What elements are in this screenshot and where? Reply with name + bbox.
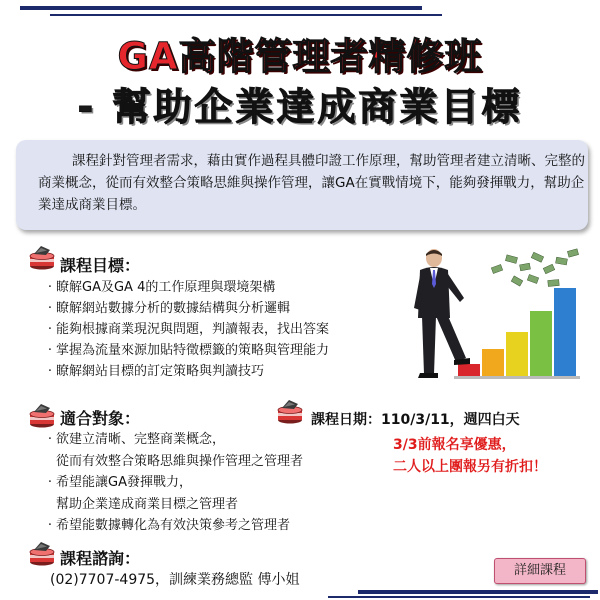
promo-early-bird: 3/3前報名享優惠， [393,437,516,453]
contact-phone: (02)7707-4975，訓練業務總監 傅小姐 [50,572,300,588]
list-item: 幫助企業達成商業目標之管理者 [56,496,239,512]
page-title: GA高階管理者精修班 [117,35,483,78]
red-drum-icon [28,540,56,566]
list-item: · 希望能數據轉化為有效決策參考之管理者 [47,518,291,533]
top-rule-thin [50,14,442,16]
red-drum-icon [276,398,304,424]
bottom-rule-thin [328,596,590,598]
list-item: 從而有效整合策略思維與操作管理之管理者 [56,453,304,469]
list-item: · 瞭解網站數據分析的數據結構與分析邏輯 [47,301,291,316]
businessman-climbing-bar-chart-illustration [408,246,594,382]
course-date: 課程日期：110/3/11，週四白天 [311,412,520,428]
audience-list [44,429,303,537]
list-item: · 掌握為流量來源加貼特徵標籤的策略與管理能力 [47,343,330,358]
list-item: · 能夠根據商業現況與問題，判讀報表，找出答案 [47,322,330,337]
promo-group-discount: 二人以上團報另有折扣！ [393,459,547,475]
course-details-button[interactable]: 詳細課程 [494,558,586,584]
red-drum-icon [28,402,56,428]
list-item: · 欲建立清晰、完整商業概念， [47,432,226,447]
top-rule-thick [20,6,422,10]
intro-box [16,140,588,230]
contact-heading: 課程諮詢： [60,549,141,568]
red-drum-icon [28,244,56,270]
goals-heading: 課程目標： [60,256,141,275]
list-item: · 瞭解網站目標的訂定策略與判讀技巧 [47,364,265,379]
bottom-rule-thick [358,590,598,594]
list-item: · 瞭解GA及GA 4的工作原理與環境架構 [47,280,276,295]
goals-list [44,277,329,382]
audience-heading: 適合對象： [60,409,141,428]
intro-text: 課程針對管理者需求，藉由實作過程具體印證工作原理，幫助管理者建立清晰、完整的商業概念，從而有效整合策略思維與操作管理，讓GA在實戰情境下，能夠發揮戰力，幫助企業達成商業目標。 [38,153,585,213]
page-subtitle: - 幫助企業達成商業目標 [77,85,523,129]
list-item: · 希望能讓GA發揮戰力， [47,475,192,490]
